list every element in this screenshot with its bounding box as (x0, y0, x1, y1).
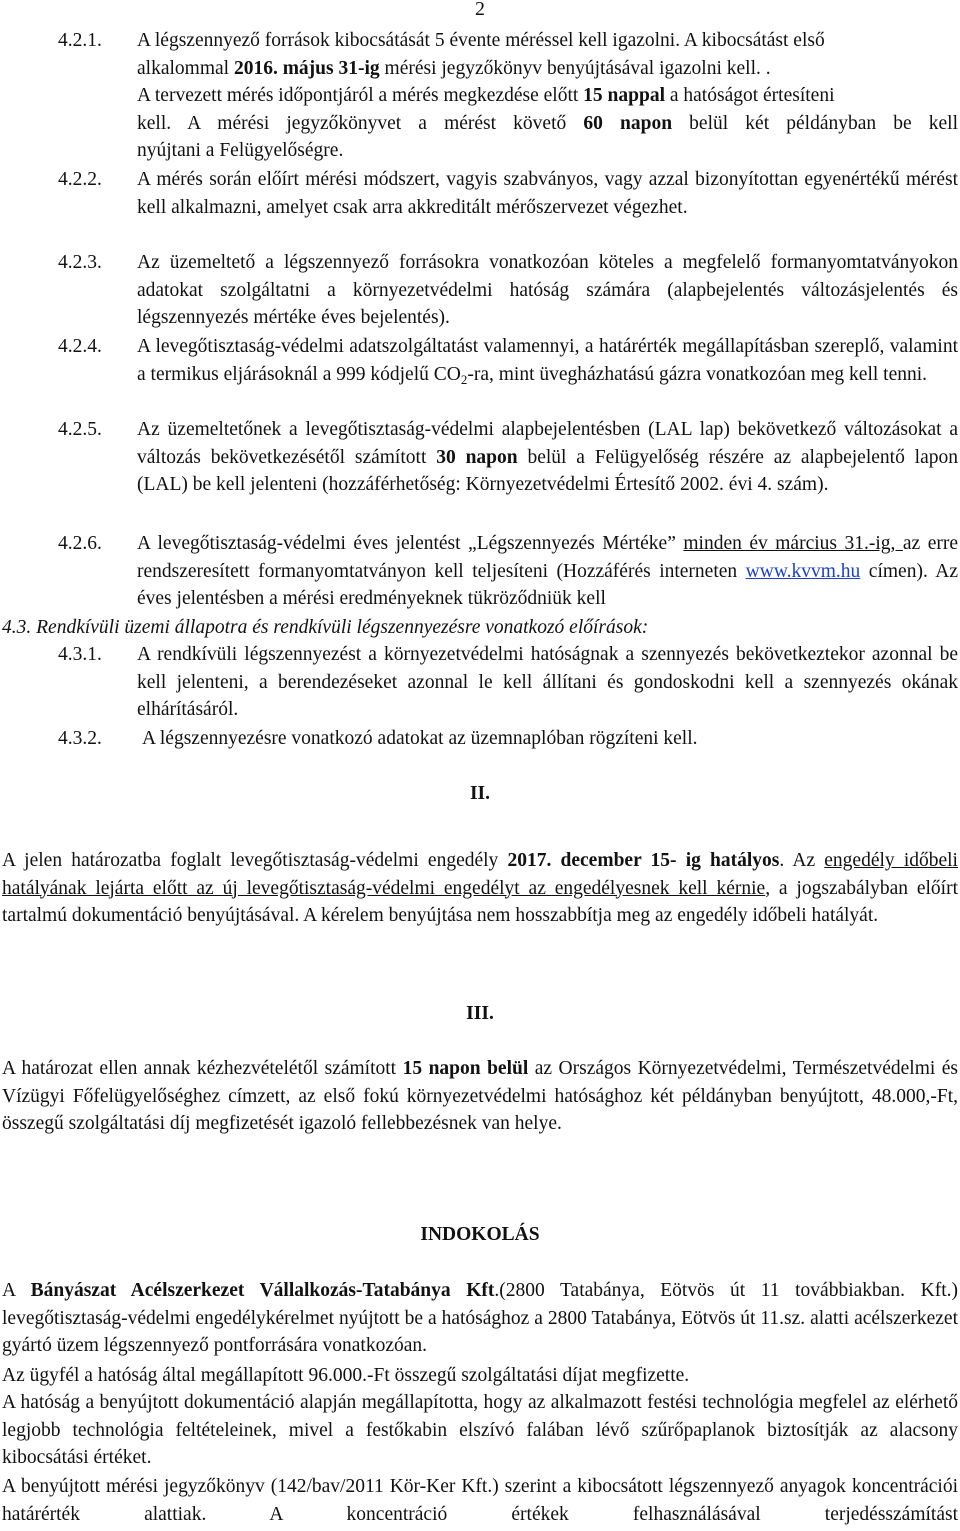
page-number: 2 (475, 0, 485, 20)
item-body: Az üzemeltető a légszennyező forrásokra vonatkozóan köteles a megfelelő formanyomtatványokon adatokat szolgáltatni a környezetvédelmi hatóság számára (alapbejelentés változásjelentés és légszennyezés mértéke éves bejelentés). (137, 252, 958, 328)
section-ii-title: II. (469, 783, 491, 804)
indoklas-paragraph-2: Az ügyfél a hatóság által megállapított 96.000.-Ft összegű szolgáltatási díjat megfizette. (2, 1365, 690, 1386)
kvvm-link[interactable]: www.kvvm.hu (745, 560, 861, 582)
item-number: 4.3.2. (58, 728, 102, 749)
indoklas-paragraph-3: A hatóság a benyújtott dokumentáció alapján megállapította, hogy az alkalmazott festési technológia megfelel az elérhető legjobb technológia feltételeinek, mivel a festőkabin elszívó falában lévő szűrőpaplanok biztosítják az alacsony kibocsátási értéket. (2, 1392, 958, 1468)
line: nyújtani a Felügyelőségre. (137, 140, 344, 161)
deadline-date: 2016. május 31-ig (233, 57, 380, 79)
item-body (137, 27, 958, 165)
report-days: 30 napon (436, 446, 518, 468)
line: alkalommal 2016. május 31-ig mérési jegyzőkönyv benyújtásával igazolni kell. . (137, 57, 771, 79)
item-4-2-6 (58, 530, 958, 613)
annual-deadline: minden év március 31.-ig, (683, 533, 903, 554)
section-ii-body: A jelen határozatba foglalt levegőtisztaság-védelmi engedély 2017. december 15- ig hatályos. Az engedély időbeli hatályának lejárta előtt az új levegőtisztaság-védelmi engedélyt az engedélyesnek kell kérnie, a jogszabályban előírt tartalmú dokumentáció benyújtásával. A kérelem benyújtása nem hosszabbítja meg az engedély időbeli hatályát. (2, 850, 958, 926)
item-body: A rendkívüli légszennyezést a környezetvédelmi hatóságnak a szennyezés bekövetkeztekor azonnal be kell jelenteni, a berendezéseket azonnal le kell állítani és gondoskodni kell a szennyezés okának elhárításáról. (137, 644, 958, 720)
line: kell. A mérési jegyzőkönyvet a mérést követő 60 napon belül két példányban be kell (137, 112, 959, 134)
item-body: A mérés során előírt mérési módszert, vagyis szabványos, vagy azzal bizonyítottan egyenértékű mérést kell alkalmazni, amelyet csak arra akkreditált mérőszervezet végezhet. (137, 169, 958, 218)
item-4-2-2 (58, 166, 958, 221)
indoklas-paragraph-1: A Bányászat Acélszerkezet Vállalkozás-Tatabánya Kft.(2800 Tatabánya, Eötvös út 11 továbbiakban. Kft.) levegőtisztaság-védelmi engedélykérelmet nyújtott be a hatósághoz a 2800 Tatabánya, Eötvös út 11.sz. alatti acélszerkezet gyártó üzem légszennyező pontforrására vonatkozóan. (2, 1280, 958, 1356)
item-body: Az üzemeltetőnek a levegőtisztaság-védelmi alapbejelentésben (LAL lap) bekövetkező változásokat a változás bekövetkezésétől számított 30 napon belül a Felügyelőség részére az alapbejelentő lapon (LAL) be kell jelenteni (hozzáférhetőség: Környezetvédelmi Értesítő 2002. évi 4. szám). (137, 419, 958, 495)
section-iii-title: III. (466, 1003, 494, 1024)
submit-days: 60 napon (583, 112, 673, 134)
item-body: A levegőtisztaság-védelmi adatszolgáltatást valamennyi, a határérték megállapításban szereplő, valamint a termikus eljárásoknál a 999 kódjelű $CO_2-ra$, mint üvegházhatású gázra vonatkozóan meg kell tenni. (137, 336, 958, 387)
item-number: 4.3.1. (58, 644, 102, 665)
item-number: 4.2.6. (58, 533, 102, 554)
section-4-3-heading: 4.3. Rendkívüli üzemi állapotra és rendkívüli légszennyezésre vonatkozó előírások: (2, 617, 649, 638)
indoklas-title: INDOKOLÁS (420, 1224, 540, 1245)
notice-days: 15 nappal (583, 85, 665, 106)
item-body: A légszennyezésre vonatkozó adatokat az üzemnaplóban rögzíteni kell. (142, 728, 698, 749)
section-iii-body: A határozat ellen annak kézhezvételétől számított 15 napon belül az Országos Környezetvédelmi, Természetvédelmi és Vízügyi Főfelügyelőséghez címzett, az első fokú környezetvédelmi hatósághoz két példányban benyújtott, 48.000,-Ft, összegű szolgáltatási díj megfizetését igazoló fellebbezésnek van helye. (2, 1058, 959, 1134)
item-4-2-4 (58, 333, 958, 388)
item-4-2-3 (58, 249, 958, 332)
renewal-requirement: engedély időbeli hatályának lejárta előtt az új levegőtisztaság-védelmi engedélyt az engedélyesnek kell kérnie (2, 850, 958, 899)
item-body: A levegőtisztaság-védelmi éves jelentést „Légszennyezés Mértéke” minden év március 31.-ig, az erre rendszeresített formanyomtatványon kell teljesíteni (Hozzáférés interneten www.kvvm.hu címen). Az éves jelentésben a mérési eredményeknek tükröződniük kell (137, 533, 958, 609)
item-4-2-1 (58, 27, 958, 165)
item-number: 4.2.4. (58, 336, 102, 357)
item-4-2-5 (58, 416, 958, 499)
item-number: 4.2.2. (58, 169, 102, 190)
line: A légszennyező források kibocsátását 5 évente méréssel kell igazolni. A kibocsátást első (137, 30, 825, 51)
line: A tervezett mérés időpontjáról a mérés megkezdése előtt 15 nappal a hatóságot értesíteni (137, 85, 835, 106)
validity-date: 2017. december 15- ig hatályos (507, 850, 780, 871)
subscript: 2 (460, 371, 468, 387)
indoklas-paragraph-4: A benyújtott mérési jegyzőkönyv (142/bav/2011 Kör-Ker Kft.) szerint a kibocsátott légszennyező anyagok koncentrációi határérték alattiak. A koncentráció értékek felhasználásával terjedésszámítást (2, 1476, 958, 1525)
item-number: 4.2.1. (58, 30, 102, 51)
appeal-days: 15 napon belül (402, 1058, 529, 1079)
item-number: 4.2.5. (58, 419, 102, 440)
item-number: 4.2.3. (58, 252, 102, 273)
item-4-3-2 (58, 725, 958, 753)
company-name: Bányászat Acélszerkezet Vállalkozás-Tatabánya Kft (30, 1280, 495, 1301)
item-4-3-1 (58, 641, 958, 724)
